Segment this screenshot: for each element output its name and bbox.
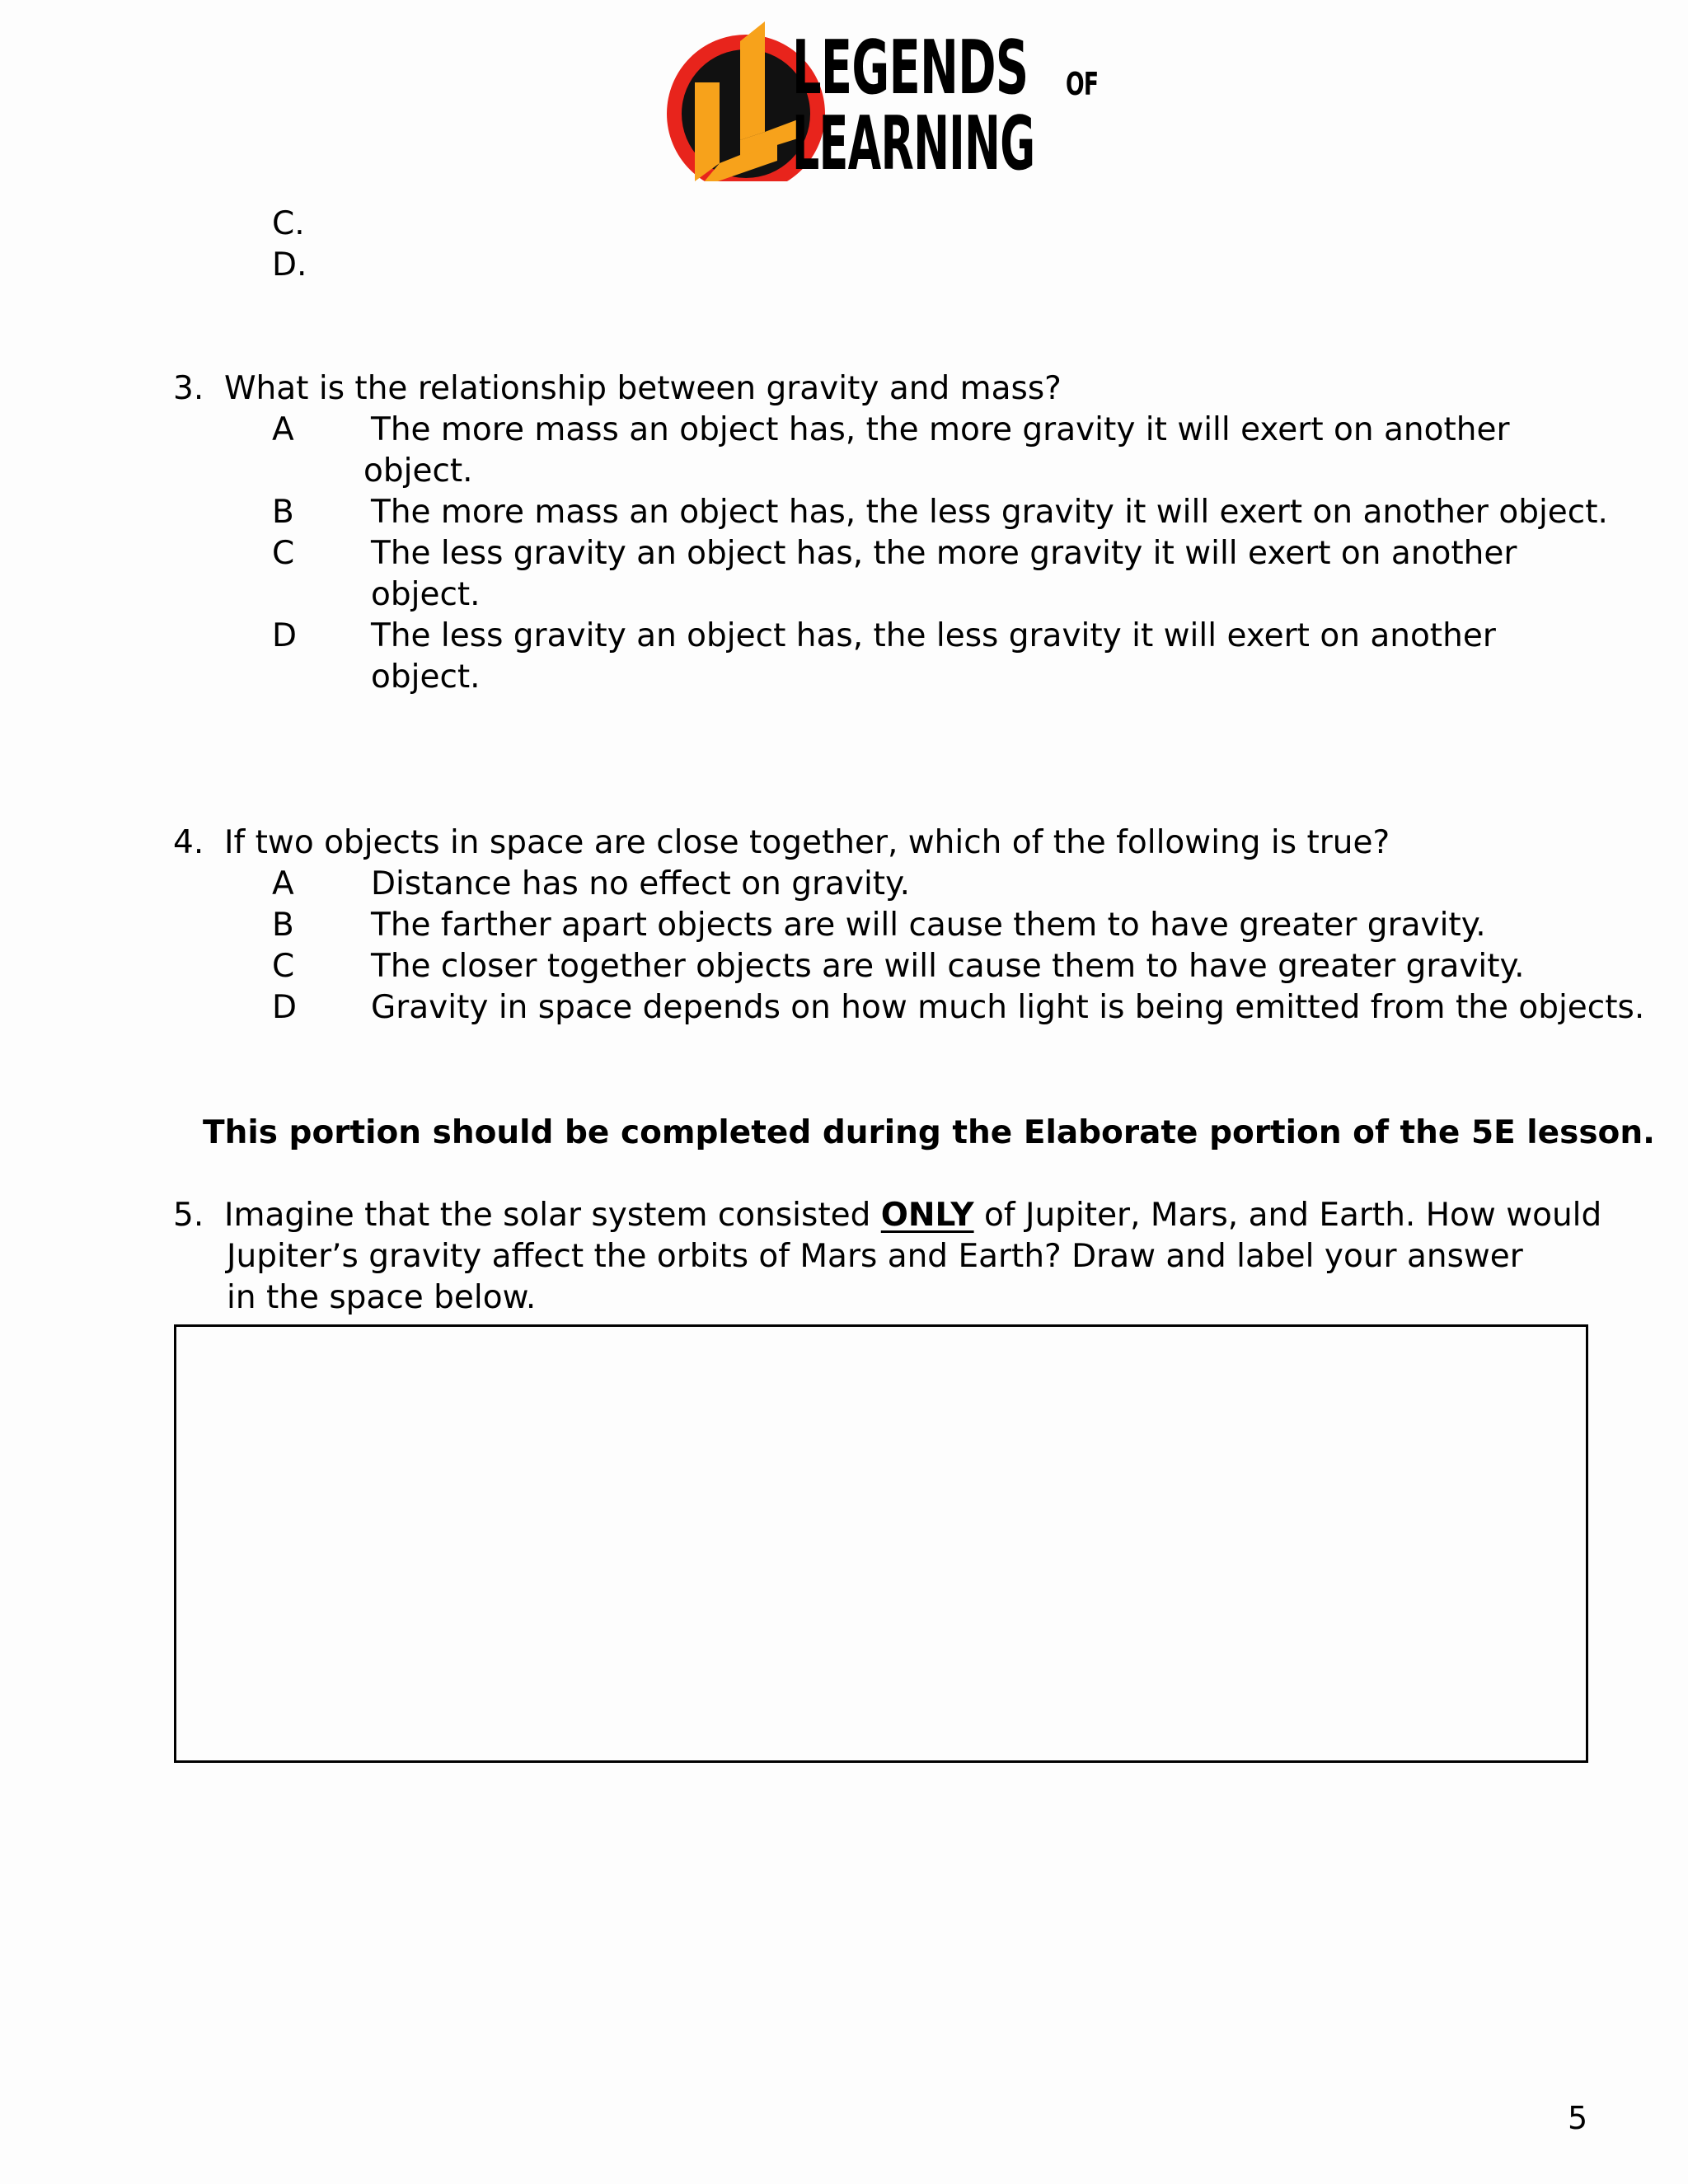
option-text-a-cont: object. <box>363 452 473 490</box>
legends-of-learning-logo <box>654 16 1112 187</box>
carryover-option-c: C. <box>272 205 305 242</box>
option-text-b: The farther apart objects are will cause them to have greater gravity. <box>371 907 1486 944</box>
option-text-b: The more mass an object has, the less gravity it will exert on another object. <box>371 494 1608 531</box>
question-text-line-3: in the space below. <box>227 1279 537 1316</box>
option-text-d: The less gravity an object has, the less gravity it will exert on another <box>371 617 1496 654</box>
option-letter-c: C <box>272 535 295 572</box>
option-text-a: Distance has no effect on gravity. <box>371 865 911 902</box>
emphasis-only: ONLY <box>880 1197 974 1234</box>
question-number: 3. <box>173 370 204 407</box>
option-text-d: Gravity in space depends on how much light is being emitted from the objects. <box>371 989 1645 1026</box>
option-letter-d: D <box>272 989 298 1026</box>
question-number: 5. <box>173 1197 204 1234</box>
page-number: 5 <box>1568 2100 1588 2136</box>
option-text-c-cont: object. <box>371 576 481 613</box>
option-text-a: The more mass an object has, the more gravity it will exert on another <box>371 411 1510 448</box>
option-letter-b: B <box>272 907 294 944</box>
question-text-line-2: Jupiter’s gravity affect the orbits of Mars and Earth? Draw and label your answer <box>227 1238 1523 1275</box>
logo-text-legends: LEGENDS <box>792 25 1029 111</box>
carryover-option-d: D. <box>272 246 307 284</box>
section-note: This portion should be completed during the Elaborate portion of the 5E lesson. <box>203 1114 1655 1151</box>
question-text-part: of Jupiter, Mars, and Earth. How would <box>973 1197 1602 1234</box>
question-text-line-1 <box>224 1195 1601 1236</box>
option-letter-a: A <box>272 865 294 902</box>
option-letter-a: A <box>272 411 294 448</box>
option-text-d-cont: object. <box>371 658 481 696</box>
logo-text-learning: LEARNING <box>792 101 1035 187</box>
option-text-c: The less gravity an object has, the more gravity it will exert on another <box>371 535 1517 572</box>
option-letter-b: B <box>272 494 294 531</box>
question-text: What is the relationship between gravity and mass? <box>224 370 1062 407</box>
option-letter-d: D <box>272 617 298 654</box>
option-letter-c: C <box>272 948 295 985</box>
option-text-c: The closer together objects are will cause them to have greater gravity. <box>371 948 1525 985</box>
drawing-answer-box[interactable] <box>174 1324 1588 1763</box>
question-text: If two objects in space are close together, which of the following is true? <box>224 824 1390 861</box>
question-number: 4. <box>173 824 204 861</box>
logo-text-of: OF <box>1066 66 1099 102</box>
question-text-part: Imagine that the solar system consisted <box>224 1197 881 1234</box>
